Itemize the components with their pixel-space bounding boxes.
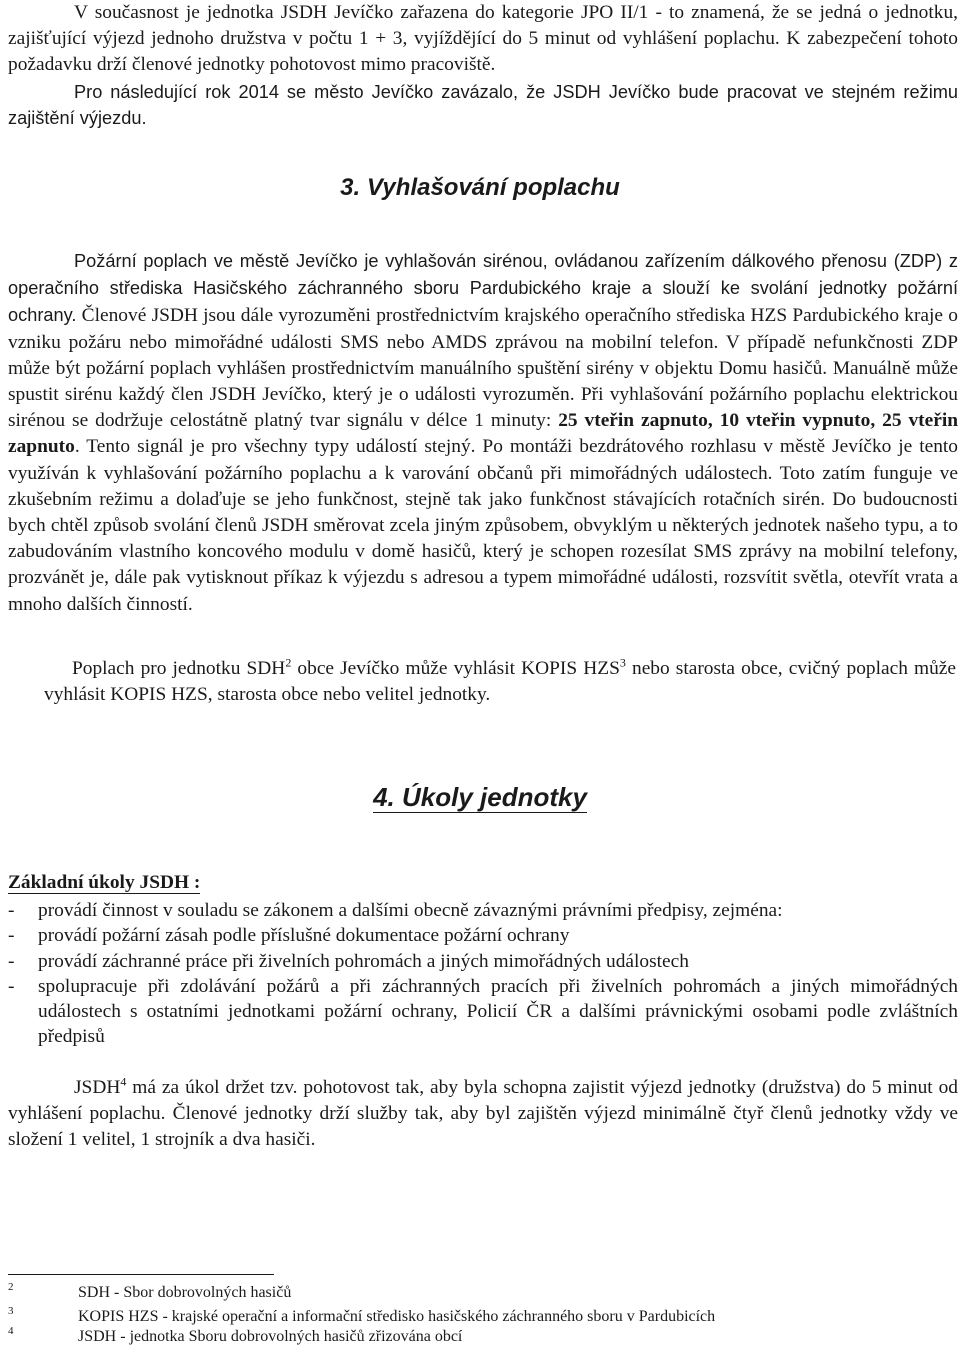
section-4-paragraph (8, 1075, 958, 1154)
footnote-text: JSDH - jednotka Sboru dobrovolných hasičů zřizována obcí (78, 1328, 463, 1345)
list-dash: - (8, 975, 15, 997)
jsdh-text-a: JSDH (74, 1077, 121, 1098)
list-item (8, 974, 958, 1050)
list-dash: - (8, 900, 15, 921)
intro-paragraph-2: Pro následující rok 2014 se město Jevíčko zavázalo, že JSDH Jevíčko bude pracovat ve stejném režimu zajištění výjezdu. (8, 82, 958, 129)
siren-signal-pattern: 25 vteřin zapnuto, 10 vteřin vypnuto, 25 vteřin zapnuto (8, 410, 958, 458)
footnote-ref-3[interactable]: 3 (619, 655, 626, 670)
list-dash: - (8, 950, 15, 972)
tasks-subheading (8, 872, 200, 894)
alarm-text-b: obce Jevíčko může vyhlásit KOPIS HZS (291, 658, 620, 679)
tasks-subheading-text: Základní úkoly JSDH : (8, 872, 201, 893)
list-item (8, 898, 958, 923)
list-item-text: provádí požární zásah podle příslušné dokumentace požární ochrany (38, 925, 570, 947)
footnote-number: 2 (8, 1281, 14, 1293)
list-item (8, 949, 958, 974)
alarm-text-a: Poplach pro jednotku SDH (72, 658, 286, 679)
list-item (8, 923, 958, 948)
jsdh-text-b: má za úkol držet tzv. pohotovost tak, aby byla schopna zajistit výjezd jednotky (družstva) do 5 minut od vyhlášení poplachu. Členové jednotky drží služby tak, aby byl zajištěn výjezd minimálně čtyř členů jednotky vždy ve složení 1 velitel, 1 strojník a dva hasiči. (8, 1077, 958, 1151)
list-dash: - (8, 925, 15, 947)
section-3-paragraph-1-sans: Požární poplach ve městě Jevíčko je vyhlašován sirénou, ovládanou zařízením dálkového přenosu (ZDP) z operačního střediska Hasičského záchranného sboru Pardubického kraje a slouží ke svolání jednotky požární ochrany. (8, 251, 958, 326)
alarm-text-c: nebo starosta obce, cvičný poplach může vyhlásit KOPIS HZS, starosta obce nebo velitel jednotky. (44, 658, 956, 706)
footnote-number: 3 (8, 1305, 14, 1317)
section-4-heading (0, 782, 960, 813)
section-3-paragraph-2 (44, 656, 956, 708)
footnote-text: KOPIS HZS - krajské operační a informační středisko hasičského záchranného sboru v Pardubicích (78, 1308, 716, 1325)
footnote-separator (8, 1274, 274, 1275)
section-3-paragraph-1-body: Členové JSDH jsou dále vyrozuměni prostřednictvím krajského operačního střediska HZS Pardubického kraje o vzniku požáru nebo mimořádné události SMS nebo AMDS zprávou na mobilní telefon. V případě nefunkčnosti ZDP může být požární poplach vyhlášen prostřednictvím manuálního spuštění sirény v objektu Domu hasičů. Manuálně může spustit sirénu každý člen JSDH Jevíčko, který je o události vyrozuměn. Při vyhlašování požárního poplachu elektrickou sirénou se dodržuje celostátně platný tvar signálu v délce 1 minuty: (8, 305, 958, 432)
list-item-text: provádí činnost v souladu se zákonem a dalšími obecně závaznými právními předpisy, zejména: (38, 900, 783, 921)
list-item-text: spolupracuje při zdolávání požárů a při záchranných pracích při živelních pohromách a jiných mimořádných událostech s ostatními jednotkami požární ochrany, Policií ČR a dalšími právnickými osobami podle zvláštních předpisů (38, 975, 958, 1048)
intro-paragraph-1: V současnost je jednotka JSDH Jevíčko zařazena do kategorie JPO II/1 - to znamená, že se jedná o jednotku, zajišťující výjezd jednoho družstva v počtu 1 + 3, vyjíždějící do 5 minut od vyhlášení poplachu. K zabezpečení tohoto požadavku drží členové jednotky pohotovost mimo pracoviště. (8, 2, 958, 76)
footnote-number: 4 (8, 1325, 14, 1337)
section-3-paragraph-1-end: . Tento signál je pro všechny typy událostí stejný. Po montáži bezdrátového rozhlasu v městě Jevíčko je tento využíván k vyhlašování požárního poplachu a k varování občanů při mimořádných událostech. Toto zatím funguje ve zkušebním režimu a dolaďuje se jeho funkčnost, stejně tak jako funkčnost stávajících rotačních sirén. Do budoucnosti bych chtěl způsob svolání členů JSDH směrovat zcela jiným způsobem, obvyklým u některých jednotek našeho typu, a to zabudováním vlastního koncového modulu v domě hasičů, který je schopen rozesílat SMS zprávy na mobilní telefony, prozvánět je, dále pak vytisknout příkaz k výjezdu s adresou a typem mimořádné události, rozsvítit světla, otevřít vrata a mnoho dalších činností. (8, 436, 958, 615)
list-item-text: provádí záchranné práce při živelních pohromách a jiných mimořádných událostech (38, 950, 689, 972)
footnote-text: SDH - Sbor dobrovolných hasičů (78, 1284, 292, 1301)
tasks-list (8, 898, 958, 1050)
section-4-heading-text: 4. Úkoly jednotky (373, 782, 587, 812)
footnote-ref-4[interactable]: 4 (120, 1074, 127, 1089)
section-3-heading: 3. Vyhlašování poplachu (340, 174, 620, 201)
footnote-ref-2[interactable]: 2 (285, 655, 292, 670)
section-3-paragraph-1 (8, 248, 958, 618)
